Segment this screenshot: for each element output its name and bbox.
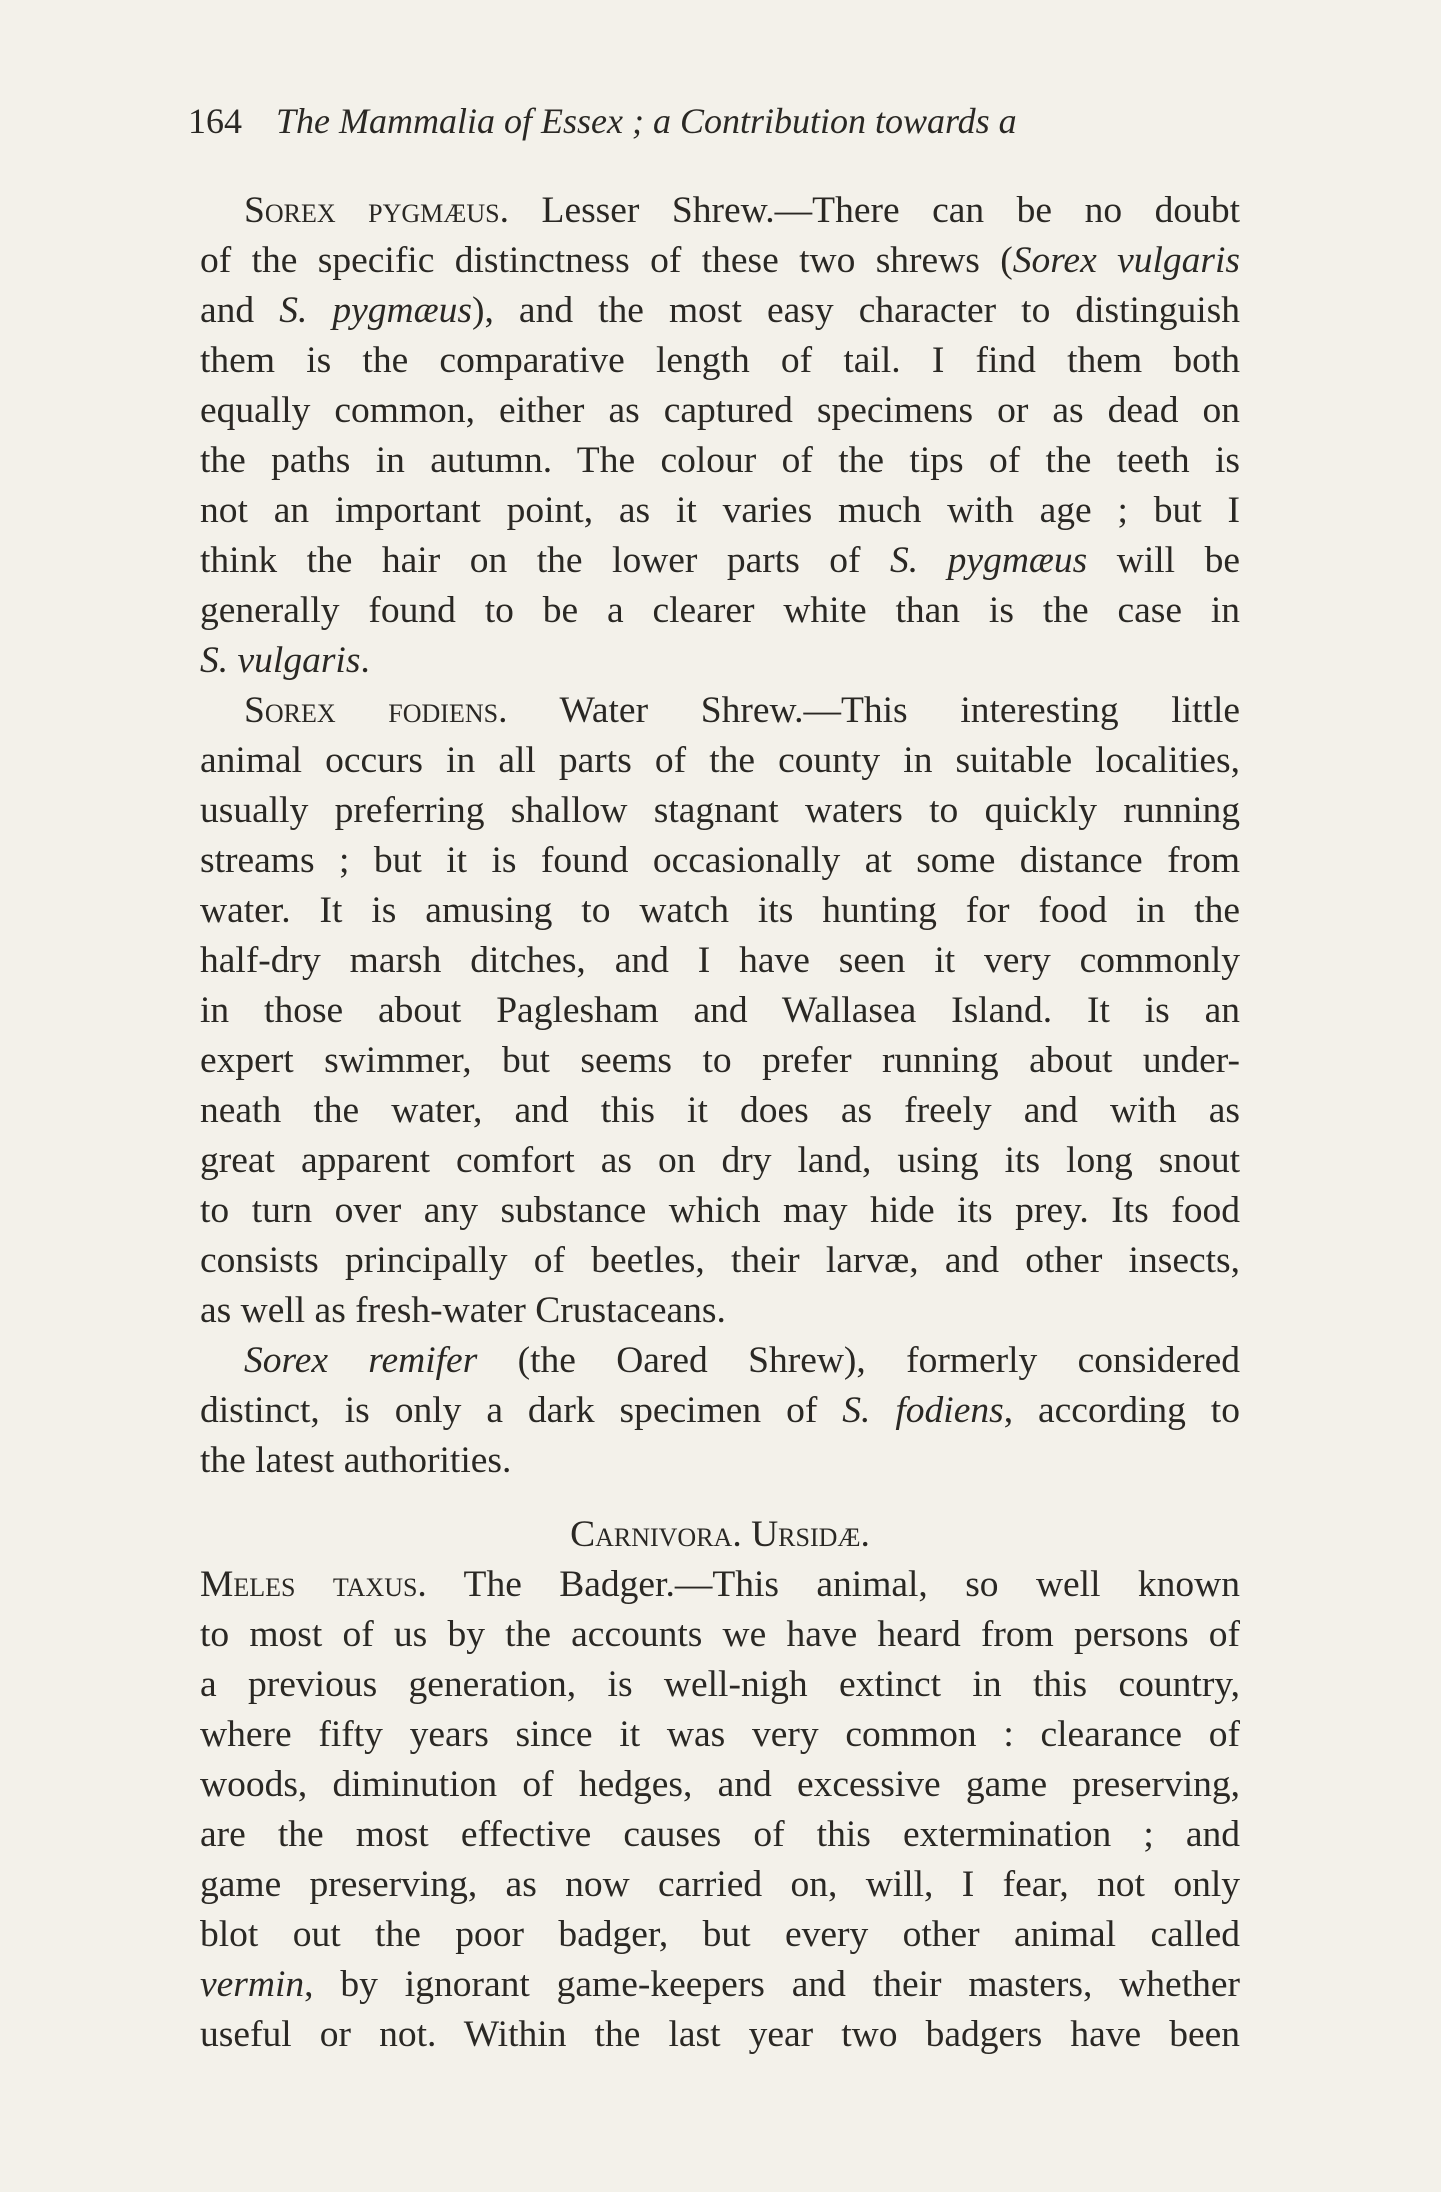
text-line: Sorex remifer (the Oared Shrew), formerly considered [244, 1340, 1240, 1381]
text-line: useful or not. Within the last year two badgers have been [200, 2014, 1240, 2055]
section-spacer [200, 1486, 1240, 1510]
text-line: a previous generation, is well-nigh extinct in this country, [200, 1664, 1240, 1705]
running-title: The Mammalia of Essex ; a Contribution towards a [276, 101, 1017, 141]
italic-species: Sorex vulgaris [1012, 240, 1240, 281]
text-line: to most of us by the accounts we have heard from persons of [200, 1614, 1240, 1655]
species-name: Meles taxus. [200, 1564, 427, 1605]
text-line: are the most effective causes of this extermination ; and [200, 1814, 1240, 1855]
text-line: in those about Paglesham and Wallasea Island. It is an [200, 990, 1240, 1031]
italic-term: vermin [200, 1964, 305, 2005]
species-name: Sorex fodiens. [244, 690, 508, 731]
text-line: game preserving, as now carried on, will, I fear, not only [200, 1864, 1240, 1905]
text-line: usually preferring shallow stagnant waters to quickly running [200, 790, 1240, 831]
text-line: half-dry marsh ditches, and I have seen it very commonly [200, 940, 1240, 981]
paragraph-sorex-pygmaeus [200, 186, 1240, 686]
text-line: where fifty years since it was very common : clearance of [200, 1714, 1240, 1755]
italic-species: S. pygmæus [890, 540, 1088, 581]
text-line: S. vulgaris. [200, 640, 370, 681]
text-line: generally found to be a clearer white than is the case in [200, 590, 1240, 631]
italic-species: S. fodiens [842, 1390, 1004, 1431]
page-body [200, 186, 1240, 2060]
italic-species: S. vulgaris [200, 640, 361, 681]
text-line: Meles taxus. The Badger.—This animal, so well known [200, 1564, 1240, 1605]
text-line: think the hair on the lower parts of S. pygmæus will be [200, 540, 1241, 581]
italic-species: S. pygmæus [279, 290, 472, 331]
section-heading: Carnivora. Ursidæ. [570, 1514, 870, 1555]
text-line: the latest authorities. [200, 1440, 512, 1481]
text-line: blot out the poor badger, but every other animal called [200, 1914, 1240, 1955]
text-line: water. It is amusing to watch its hunting for food in the [200, 890, 1240, 931]
text-line: vermin, by ignorant game-keepers and their masters, whether [200, 1964, 1240, 2005]
text-line: the paths in autumn. The colour of the tips of the teeth is [200, 440, 1240, 481]
paragraph-meles-taxus [200, 1560, 1240, 2060]
text-line: expert swimmer, but seems to prefer running about under- [200, 1040, 1240, 1081]
text-line: to turn over any substance which may hide its prey. Its food [200, 1190, 1240, 1231]
text-line: of the specific distinctness of these two shrews (Sorex vulgaris [200, 240, 1240, 281]
text-line: neath the water, and this it does as freely and with as [200, 1090, 1240, 1131]
text-line: woods, diminution of hedges, and excessive game preserving, [200, 1764, 1240, 1805]
running-header [188, 100, 1017, 142]
text-line: distinct, is only a dark specimen of S. fodiens, according to [200, 1390, 1240, 1431]
text-line: streams ; but it is found occasionally at some distance from [200, 840, 1240, 881]
text-line: equally common, either as captured specimens or as dead on [200, 390, 1240, 431]
text-line: consists principally of beetles, their larvæ, and other insects, [200, 1240, 1240, 1281]
text-line: Sorex pygmæus. Lesser Shrew.—There can be no doubt [244, 190, 1241, 231]
paragraph-sorex-remifer [200, 1336, 1240, 1486]
text-line: them is the comparative length of tail. I find them both [200, 340, 1240, 381]
text-line: as well as fresh-water Crustaceans. [200, 1290, 726, 1331]
species-name: Sorex pygmæus. [244, 190, 510, 231]
paragraph-sorex-fodiens [200, 686, 1240, 1336]
text-line: animal occurs in all parts of the county in suitable localities, [200, 740, 1240, 781]
text-line: and S. pygmæus), and the most easy character to distinguish [200, 290, 1240, 331]
text-line: not an important point, as it varies much with age ; but I [200, 490, 1240, 531]
italic-species: Sorex remifer [244, 1340, 478, 1381]
text-line: great apparent comfort as on dry land, using its long snout [200, 1140, 1240, 1181]
text-line: Sorex fodiens. Water Shrew.—This interesting little [244, 690, 1241, 731]
page-number: 164 [188, 101, 242, 141]
